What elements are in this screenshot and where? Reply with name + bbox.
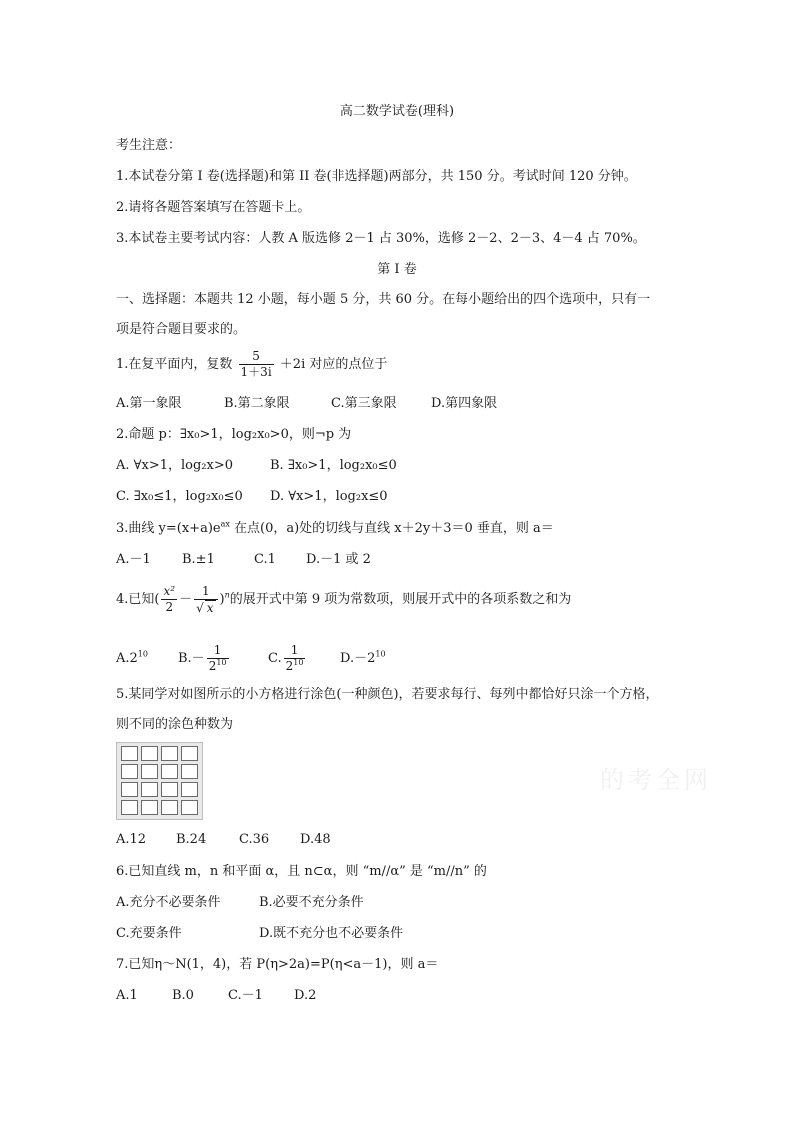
q7-option-a: A.1 [116,988,138,1003]
q6-option-d: D.既不充分也不必要条件 [259,926,404,941]
grid-cell [181,764,198,779]
q4-option-d-exp: 10 [375,649,386,659]
grid-cell [181,746,198,761]
question-1-stem [116,348,387,382]
q4-option-b-num: 1 [207,643,229,659]
section-heading-line-2: 项是符合题目要求的。 [116,322,247,337]
q4-fraction-2-numerator: 1 [194,584,217,600]
q2-option-c: C. ∃x₀≤1，log₂x₀≤0 [116,489,243,504]
q4-option-a-base: A.2 [116,651,138,666]
q5-option-d: D.48 [300,832,331,847]
q3-exponent: ax [220,519,230,529]
question-3-options [116,552,371,568]
q6-option-b: B.必要不充分条件 [259,895,364,910]
q2-option-a: A. ∀x>1，log₂x>0 [116,458,234,473]
q4-fraction-1-numerator: x² [163,584,176,598]
section-heading-line-1: 一、选择题：本题共 12 小题，每小题 5 分，共 60 分。在每小题给出的四个选项中，只有一 [116,292,651,307]
q4-fraction-2-denominator: x [206,600,214,615]
q1-option-d: D.第四象限 [431,396,498,411]
q4-option-d [340,642,386,676]
grid-cell [121,800,138,815]
grid-cell [181,800,198,815]
grid-cell [161,764,178,779]
q4-option-c-fraction [284,643,306,674]
q4-fraction-1-denominator: 2 [165,600,174,614]
question-3-stem [116,521,554,537]
q4-exponent: n [224,590,230,600]
question-2-stem: 2.命题 p：∃x₀>1，log₂x₀>0，则¬p 为 [116,427,352,442]
q4-option-b-den-exp: 10 [216,658,227,667]
q1-fraction-numerator: 5 [239,349,274,365]
grid-cell [161,782,178,797]
q4-option-a [116,642,178,676]
question-1-options [116,396,497,412]
q3-option-a: A.－1 [116,552,151,567]
q4-option-c-label: C. [268,651,282,666]
watermark: 的考全网 [600,766,712,794]
question-6-options-row-2 [116,926,403,942]
notice-item-1: 1.本试卷分第 I 卷(选择题)和第 II 卷(非选择题)两部分，共 150 分。考试时间 120 分钟。 [116,169,637,184]
q4-fraction-2 [194,584,217,616]
grid-cell [141,764,158,779]
q4-option-b-den [207,659,229,674]
q1-fraction [239,349,274,380]
q5-option-a: A.12 [116,832,147,847]
q1-option-a: A.第一象限 [116,396,182,411]
grid-cell [181,782,198,797]
question-2-options-row-1 [116,458,397,474]
grid-cell [161,746,178,761]
q1-suffix: ＋2i 对应的点位于 [279,357,388,372]
q3-option-c: C.1 [254,552,276,567]
question-2-options-row-2 [116,489,388,505]
q4-close-paren: ) [219,592,225,607]
q5-option-b: B.24 [176,832,207,847]
q4-option-c-num: 1 [284,643,306,659]
q1-option-c: C.第三象限 [331,396,397,411]
grid-cell [141,746,158,761]
q6-option-a: A.充分不必要条件 [116,895,221,910]
grid-cell [141,782,158,797]
q3-stem-rest: 在点(0，a)处的切线与直线 x＋2y＋3＝0 垂直，则 a＝ [229,521,554,536]
q7-option-c: C.－1 [228,988,263,1003]
q4-prefix: 4.已知( [116,592,160,607]
q4-option-b-label: B.－ [178,651,205,666]
notice-item-2: 2.请将各题答案填写在答题卡上。 [116,200,311,215]
question-5-stem-line-2: 则不同的涂色种数为 [116,717,234,732]
q4-option-c [268,642,340,676]
q7-option-b: B.0 [172,988,194,1003]
q4-option-b-fraction [207,643,229,674]
question-5-stem-line-1: 5.某同学对如图所示的小方格进行涂色(一种颜色)，若要求每行、每列中都恰好只涂一个方格， [116,687,659,702]
q6-option-c: C.充要条件 [116,926,182,941]
question-7-options [116,988,316,1004]
q4-option-c-den [284,659,306,674]
question-7-stem: 7.已知η～N(1，4)，若 P(η>2a)=P(η<a－1)，则 a＝ [116,957,439,972]
grid-cell [121,746,138,761]
q4-fraction-2-denominator-wrap: √ x [196,600,214,615]
q1-fraction-denominator: 1＋3i [240,365,272,379]
q4-suffix: 的展开式中第 9 项为常数项，则展开式中的各项系数之和为 [229,592,572,607]
notice-heading: 考生注意： [116,138,182,153]
q4-minus: － [179,592,193,607]
q1-prefix: 1.在复平面内，复数 [116,357,233,372]
exam-title: 高二数学试卷(理科) [339,104,455,119]
q4-option-c-den-base: 2 [285,659,294,673]
q4-option-b-den-base: 2 [208,659,217,673]
q7-option-d: D.2 [294,988,317,1003]
grid-cell [141,800,158,815]
notice-item-3: 3.本试卷主要考试内容：人教 A 版选修 2－1 占 30%，选修 2－2、2－3、4－4 占 70%。 [116,231,646,246]
question-6-options-row-1 [116,895,364,911]
q4-option-c-den-exp: 10 [293,658,304,667]
part-title: 第 I 卷 [377,262,417,277]
q2-option-b: B. ∃x₀>1，log₂x₀≤0 [270,458,397,473]
q3-option-d: D.－1 或 2 [306,552,371,567]
q3-stem-start: 3.曲线 y=(x+a)e [116,521,221,536]
grid-cell [121,764,138,779]
question-4-stem [116,580,571,620]
question-6-stem: 6.已知直线 m，n 和平面 α，且 n⊂α，则 “m//α” 是 “m//n” 的 [116,864,487,879]
q2-option-d: D. ∀x>1，log₂x≤0 [270,489,388,504]
question-5-options [116,832,331,848]
grid-cell [161,800,178,815]
q3-option-b: B.±1 [182,552,215,567]
q5-option-c: C.36 [239,832,270,847]
question-4-options [116,642,386,676]
q4-option-d-base: D.－2 [340,651,376,666]
q4-option-b [178,642,268,676]
q1-option-b: B.第二象限 [224,396,290,411]
q4-option-a-exp: 10 [137,649,148,659]
coloring-grid-figure [116,742,203,820]
grid-cell [121,782,138,797]
q4-fraction-1 [161,584,177,615]
